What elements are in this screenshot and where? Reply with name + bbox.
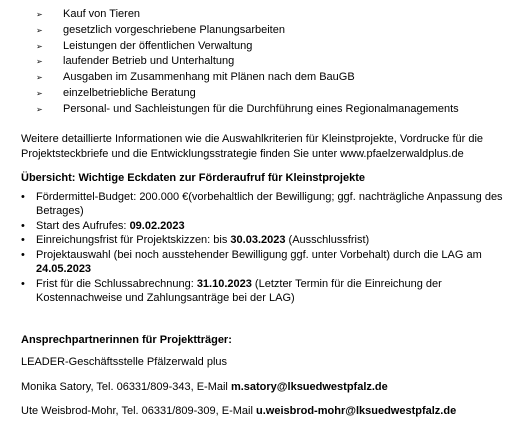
office-name: LEADER-Geschäftsstelle Pfälzerwald plus [21, 356, 228, 368]
list-item: ➢ laufender Betrieb und Unterhaltung [36, 54, 506, 70]
contacts-heading: Ansprechpartnerinnen für Projektträger: [21, 334, 232, 346]
overview-heading: Übersicht: Wichtige Eckdaten zur Förderaufruf für Kleinstprojekte [21, 172, 366, 184]
list-item: ➢ gesetzlich vorgeschriebene Planungsarbeiten [36, 23, 506, 39]
list-item: ➢ Ausgaben im Zusammenhang mit Plänen nach dem BauGB [36, 70, 506, 86]
list-item: • Frist für die Schlussabrechnung: 31.10.2023 (Letzter Termin für die Einreichung der Kostennachweise und Zahlungsanträge bei der LAG) [21, 277, 442, 304]
list-item: • Fördermittel-Budget: 200.000 €(vorbehaltlich der Bewilligung; ggf. nachträgliche Anpassung des Betrages) [21, 191, 503, 217]
bullet-icon: • [21, 219, 25, 232]
key-dates-list [21, 191, 507, 306]
arrow-bullet-icon: ➢ [36, 10, 43, 19]
list-item: ➢ Kauf von Tieren [36, 7, 506, 23]
list-item: • Projektauswahl (bei noch ausstehender Bewilligung ggf. unter Vorbehalt) durch die LAG am 24.05.2023 [21, 249, 482, 275]
email-link[interactable]: u.weisbrod-mohr@lksuedwestpfalz.de [256, 405, 457, 417]
list-item: ➢ einzelbetriebliche Beratung [36, 86, 506, 102]
contact-ute-weisbrod-mohr: Ute Weisbrod-Mohr, Tel. 06331/809-309, E-Mail u.weisbrod-mohr@lksuedwestpfalz.de [21, 405, 457, 417]
bullet-icon: • [21, 234, 25, 247]
arrow-bullet-icon: ➢ [36, 41, 43, 51]
arrow-bullet-icon: ➢ [36, 73, 43, 83]
ineligible-costs-list [36, 7, 506, 118]
list-item: ➢ Personal- und Sachleistungen für die Durchführung eines Regionalmanagements [36, 102, 506, 118]
list-item: • Start des Aufrufes: 09.02.2023 [21, 219, 185, 232]
arrow-bullet-icon: ➢ [36, 25, 43, 35]
list-item: • Einreichungsfrist für Projektskizzen: bis 30.03.2023 (Ausschlussfrist) [21, 234, 370, 247]
bullet-icon: • [21, 191, 25, 203]
arrow-bullet-icon: ➢ [36, 57, 43, 67]
bullet-icon: • [21, 277, 25, 290]
email-link[interactable]: m.satory@lksuedwestpfalz.de [230, 381, 388, 393]
arrow-bullet-icon: ➢ [36, 104, 43, 114]
bullet-icon: • [21, 249, 25, 262]
arrow-bullet-icon: ➢ [36, 88, 43, 98]
list-item: ➢ Leistungen der öffentlichen Verwaltung [36, 39, 506, 55]
contact-monika-satory: Monika Satory, Tel. 06331/809-343, E-Mail m.satory@lksuedwestpfalz.de [21, 381, 388, 393]
intro-paragraph: Weitere detaillierte Informationen wie die Auswahlkriterien für Kleinstprojekte, Vordrucke für die Projektsteckbriefe und die Entwicklungsstrategie finden Sie unter www.pfaelzerwaldplus.de [21, 133, 484, 160]
